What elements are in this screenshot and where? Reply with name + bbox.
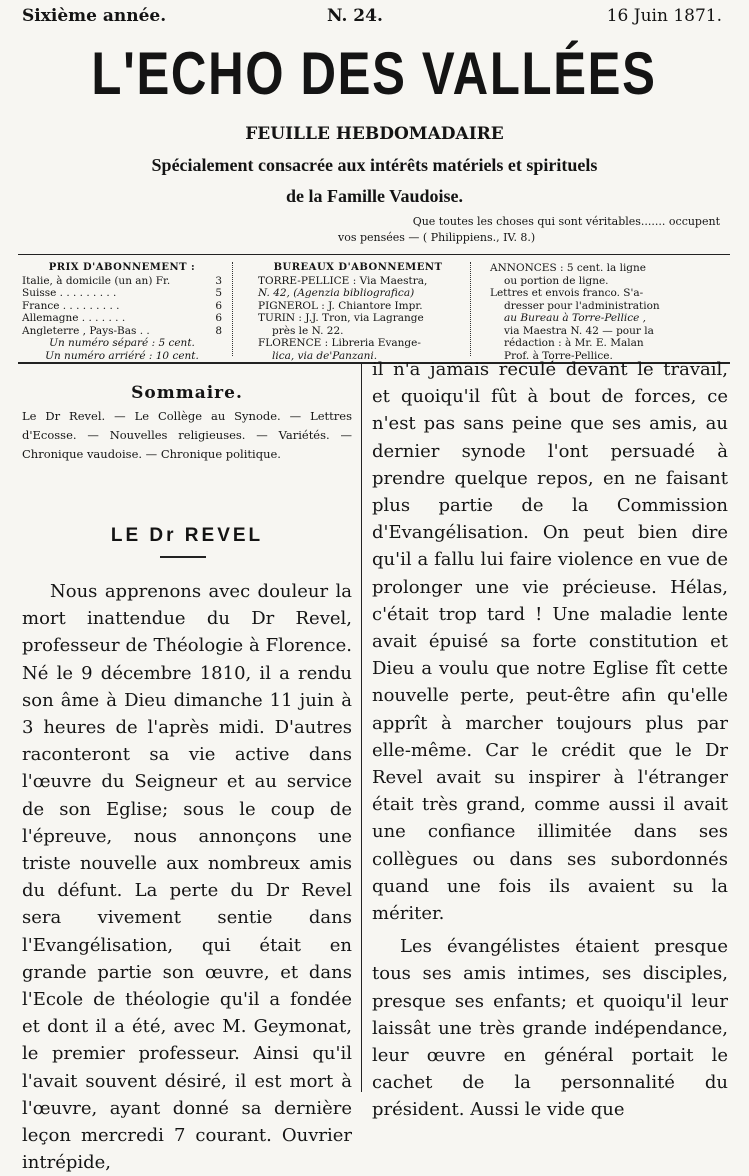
header-rule (18, 254, 730, 255)
subscription-box (22, 262, 222, 362)
price-value: 6 (215, 312, 222, 324)
announce-line: rédaction : à Mr. E. Malan (504, 337, 644, 349)
price-place: France . . . . . . . . . (22, 299, 120, 312)
motto-line-2: vos pensées — ( Philippiens., IV. 8.) (338, 231, 536, 244)
announce-line: au Bureau à Torre-Pellice , (504, 312, 646, 324)
price-place: Allemagne . . . . . . . (22, 312, 126, 324)
subscription-heading: PRIX D'ABONNEMENT : (48, 262, 196, 273)
newspaper-title: L'ECHO DES VALLÉES (91, 40, 657, 107)
office-line: TURIN : J.J. Tron, via Lagrange (258, 312, 424, 324)
announcements-box (490, 262, 728, 362)
back-issue-price: Un numéro arriéré : 10 cent. (45, 349, 199, 362)
sommaire-text: Le Dr Revel. — Le Collège au Synode. — Lettres d'Ecosse. — Nouvelles religieuses. — Variétés. — Chronique vaudoise. — Chronique politique. (22, 409, 352, 461)
announce-line: via Maestra N. 42 — pour la (504, 324, 654, 337)
article-left-column (22, 578, 352, 1176)
column-rule (361, 362, 362, 1092)
price-value: 5 (215, 287, 222, 299)
price-place: Suisse . . . . . . . . . (22, 287, 117, 299)
article-paragraph: Nous apprenons avec douleur la mort inattendue du Dr Revel, professeur de Théologie à Florence. Né le 9 décembre 1810, il a rendu son âme à Dieu dimanche 11 juin à 3 heures de l'après midi. D'autres raconteront sa vie active dans l'œuvre du Seigneur et au service de son Eglise; sous le coup de l'épreuve, nous annonçons une triste nouvelle aux nombreux amis du défunt. La perte du Dr Revel sera vivement sentie dans l'Evangélisation, qui était en grande partie son œuvre, et dans l'Ecole de théologie qu'il a fondée et dont il a été, avec M. Geymonat, le premier professeur. Ainsi qu'il l'avait souvent désiré, il est mort à l'œuvre, ayant donné sa dernière leçon mercredi 7 courant. Ouvrier intrépide, (22, 581, 352, 1174)
price-row (22, 300, 222, 313)
title-dash (160, 556, 206, 558)
box-divider (470, 262, 471, 356)
office-line: FLORENCE : Libreria Evange- (258, 337, 421, 349)
price-row (22, 312, 222, 325)
offices-heading: BUREAUX D'ABONNEMENT (273, 262, 443, 273)
tagline-line-1: Spécialement consacrée aux intérêts matériels et spirituels (151, 155, 598, 175)
article-paragraph: il n'a jamais reculé devant le travail, et quoiqu'il fût à bout de forces, ce n'est pas sans peine que ses amis, au dernier synode l'ont persuadé à prendre quelque repos, en ne faisant plus partie de la Commission d'Evangélisation. On peut bien dire qu'il a fallu lui faire violence en vue de prolonger une vie précieuse. Hélas, c'était trop tard ! Une maladie lente avait épuisé sa forte constitution et Dieu a voulu que notre Eglise fît cette nouvelle perte, peut-être afin qu'elle apprît à marcher toujours plus par elle-même. Car le crédit que le Dr Revel avait su inspirer à l'étranger était très grand, comme aussi il avait une confiance illimitée dans ses collègues ou dans ses subordonnés quand une fois ils avaient su la mériter. (372, 359, 728, 925)
price-value: 3 (215, 274, 222, 287)
tagline-line-2: de la Famille Vaudoise. (285, 186, 464, 206)
announce-line: Prof. à Torre-Pellice. (504, 349, 613, 362)
price-place: Angleterre , Pays-Bas . . (22, 324, 150, 337)
sommaire-title: Sommaire. (131, 383, 243, 403)
newspaper-subtitle: FEUILLE HEBDOMADAIRE (245, 124, 504, 144)
office-line: N. 42, (Agenzia bibliografica) (258, 287, 415, 299)
office-line: PIGNEROL : J. Chiantore Impr. (258, 299, 423, 312)
motto-line-1: Que toutes les choses qui sont véritables....... occupent (412, 215, 720, 228)
article-title: LE Dr REVEL (110, 525, 264, 546)
price-place: Italie, à domicile (un an) Fr. (22, 274, 171, 287)
article-right-column (372, 356, 728, 1124)
price-value: 6 (215, 299, 222, 312)
issue-line (22, 6, 722, 30)
price-row (22, 275, 222, 288)
price-row (22, 287, 222, 300)
article-paragraph: Les évangélistes étaient presque tous ses amis intimes, ses disciples, presque ses enfants; et quoiqu'il leur laissât une très grande indépendance, leur œuvre en général portait le cachet de la personnalité du président. Aussi le vide que (372, 936, 728, 1121)
announce-line: dresser pour l'administration (504, 299, 660, 312)
office-line: TORRE-PELLICE : Via Maestra, (258, 274, 428, 287)
issue-date: 16 Juin 1871. (606, 6, 722, 26)
issue-number: N. 24. (327, 6, 383, 26)
price-value: 8 (215, 324, 222, 337)
motto (320, 214, 720, 246)
single-issue-price: Un numéro séparé : 5 cent. (49, 337, 195, 349)
office-line: près le N. 22. (272, 324, 344, 337)
box-divider (232, 262, 233, 356)
offices-box (258, 262, 458, 362)
announce-line: ANNONCES : 5 cent. la ligne (490, 262, 646, 274)
announce-line: Lettres et envois franco. S'a- (490, 287, 644, 299)
announce-line: ou portion de ligne. (504, 274, 609, 287)
issue-year: Sixième année. (22, 6, 167, 26)
price-row (22, 325, 222, 338)
office-line: lica, via de'Panzani. (272, 349, 378, 362)
